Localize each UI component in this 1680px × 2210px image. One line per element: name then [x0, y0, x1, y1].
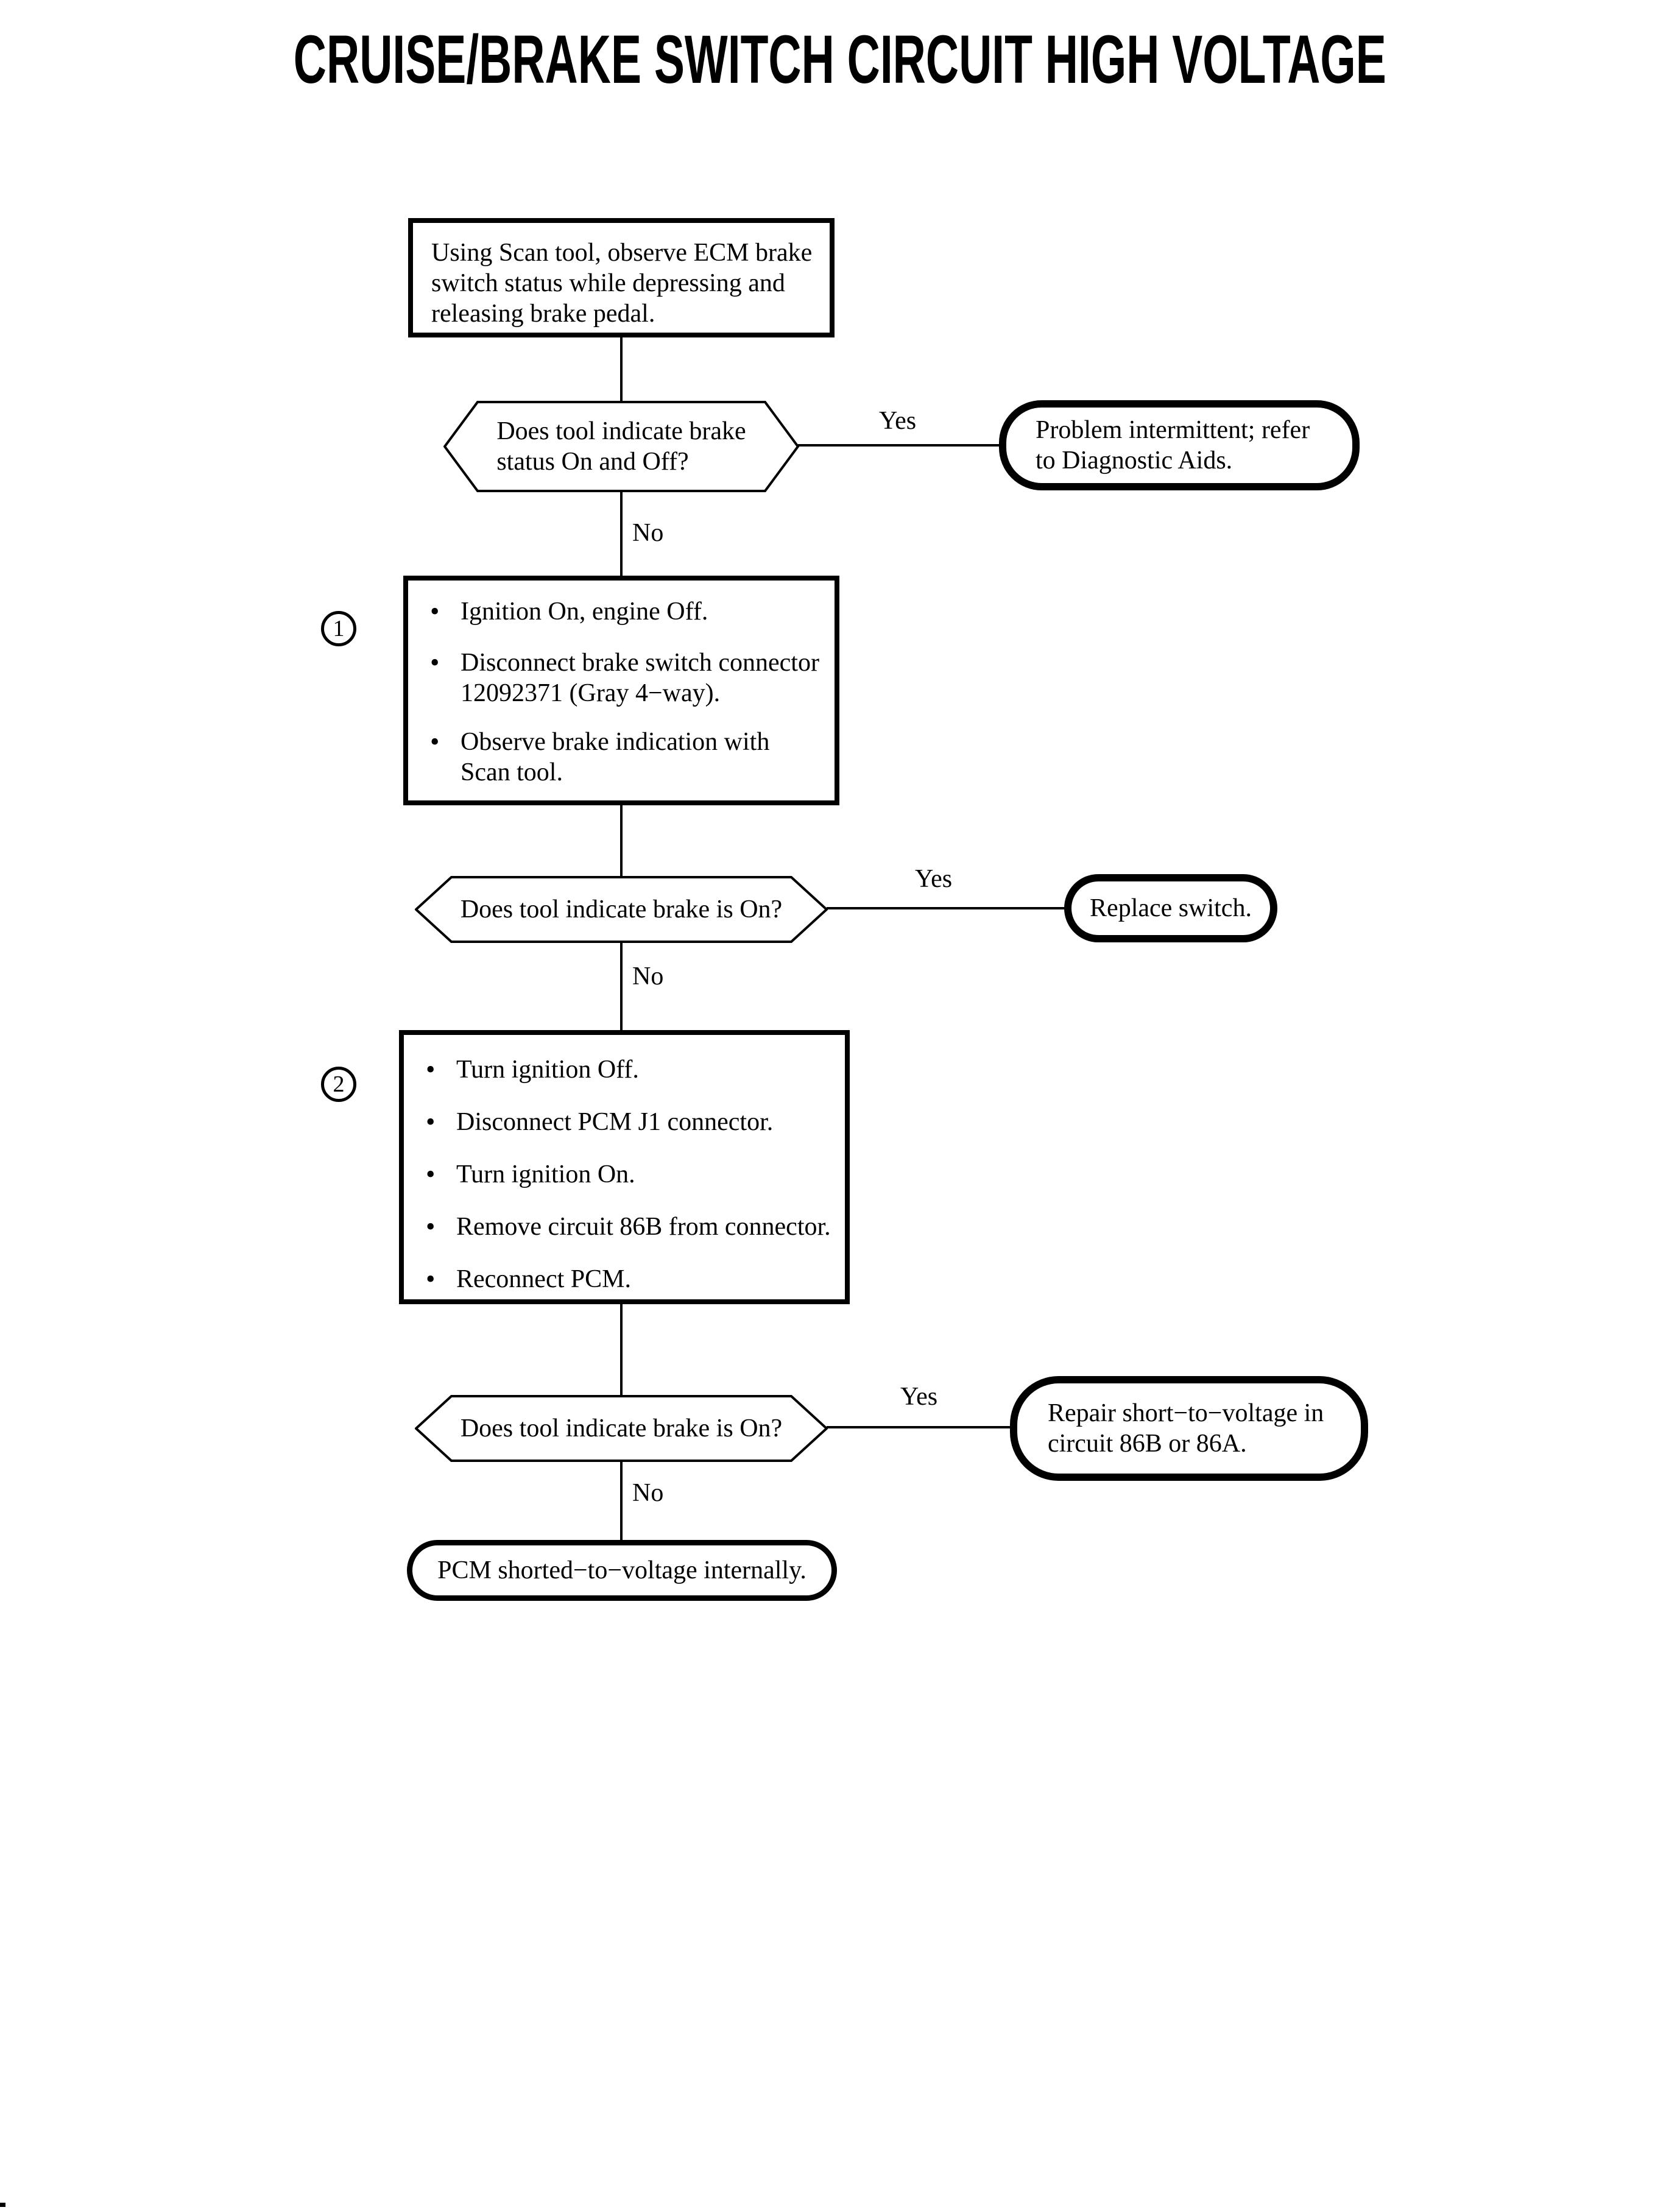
step2-bullet-2	[426, 1107, 845, 1137]
corner-artifact-mark	[0, 2203, 5, 2207]
bullet-icon: •	[430, 727, 440, 757]
step2-bullet-1	[426, 1054, 845, 1085]
step2-bullet-5-line-1: Reconnect PCM.	[456, 1265, 631, 1293]
decision2-hexagon	[415, 876, 828, 943]
step2-number: 2	[333, 1071, 345, 1097]
step2-bullet-3-line-1: Turn ignition On.	[456, 1160, 635, 1188]
bullet-icon: •	[426, 1212, 436, 1241]
start-process-box	[408, 218, 835, 337]
step1-number-badge	[321, 611, 356, 646]
bullet-icon: •	[426, 1054, 436, 1084]
step1-bullet-3-line-2: Scan tool.	[461, 758, 563, 786]
step1-bullet-1	[430, 596, 835, 627]
repair-short-line-1: Repair short−to−voltage in	[1048, 1399, 1324, 1427]
decision1-hexagon	[443, 401, 799, 492]
start-line-1: Using Scan tool, observe ECM brake	[431, 239, 813, 267]
terminator-repair-short	[1010, 1376, 1368, 1481]
connector-decision1-yes	[798, 444, 999, 447]
step1-number: 1	[333, 616, 345, 641]
connector-step2-to-decision3	[620, 1304, 623, 1395]
bullet-icon: •	[430, 648, 440, 677]
no-label-2: No	[632, 962, 664, 990]
bullet-icon: •	[426, 1159, 436, 1189]
terminator-replace-switch	[1064, 874, 1277, 942]
step2-bullet-2-line-1: Disconnect PCM J1 connector.	[456, 1108, 774, 1136]
terminator-intermittent	[999, 400, 1360, 490]
intermittent-line-1: Problem intermittent; refer	[1036, 416, 1310, 444]
step1-process-box	[403, 576, 839, 805]
connector-decision3-no	[620, 1462, 623, 1540]
connector-decision3-yes	[827, 1426, 1010, 1428]
bullet-icon: •	[426, 1264, 436, 1294]
step1-bullet-1-line-1: Ignition On, engine Off.	[461, 598, 708, 626]
decision2-text: Does tool indicate brake is On?	[460, 895, 783, 923]
connector-decision2-no	[620, 943, 623, 1030]
bullet-icon: •	[430, 596, 440, 626]
yes-label-2: Yes	[915, 865, 953, 893]
connector-decision2-yes	[827, 907, 1064, 909]
step1-bullet-2-line-2: 12092371 (Gray 4−way).	[461, 679, 721, 707]
start-line-3: releasing brake pedal.	[431, 300, 655, 328]
no-label-1: No	[632, 519, 664, 547]
step1-bullet-3-line-1: Observe brake indication with	[461, 728, 770, 756]
no-label-3: No	[632, 1479, 664, 1507]
page-title: CRUISE/BRAKE SWITCH CIRCUIT HIGH VOLTAGE	[293, 21, 1386, 97]
step2-bullet-3	[426, 1159, 845, 1190]
intermittent-line-2: to Diagnostic Aids.	[1036, 447, 1233, 475]
step1-bullet-2	[430, 648, 835, 708]
step2-bullet-4-line-1: Remove circuit 86B from connector.	[456, 1213, 831, 1241]
decision3-text: Does tool indicate brake is On?	[460, 1414, 783, 1442]
start-line-2: switch status while depressing and	[431, 269, 785, 297]
step1-bullet-3	[430, 727, 835, 788]
step2-bullet-4	[426, 1212, 845, 1242]
connector-start-to-decision1	[620, 337, 623, 401]
step2-bullet-5	[426, 1264, 845, 1294]
step2-number-badge	[321, 1067, 356, 1102]
replace-switch-text: Replace switch.	[1090, 894, 1252, 922]
decision3-hexagon	[415, 1395, 828, 1462]
step2-bullet-1-line-1: Turn ignition Off.	[456, 1056, 639, 1084]
decision1-line-2: status On and Off?	[496, 448, 689, 476]
repair-short-line-2: circuit 86B or 86A.	[1048, 1430, 1247, 1458]
terminator-pcm-internal	[407, 1540, 837, 1601]
connector-decision1-no	[620, 492, 623, 576]
bullet-icon: •	[426, 1107, 436, 1137]
yes-label-1: Yes	[879, 407, 917, 435]
step2-process-box	[399, 1030, 850, 1304]
pcm-internal-text: PCM shorted−to−voltage internally.	[437, 1556, 806, 1584]
connector-step1-to-decision2	[620, 805, 623, 876]
yes-label-3: Yes	[900, 1383, 938, 1411]
decision1-line-1: Does tool indicate brake	[496, 417, 746, 445]
step1-bullet-2-line-1: Disconnect brake switch connector	[461, 649, 819, 677]
